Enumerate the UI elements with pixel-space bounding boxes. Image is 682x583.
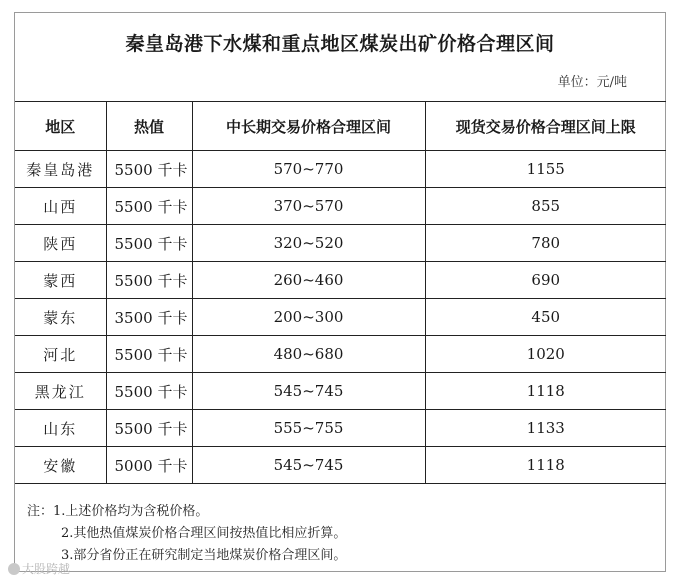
cell-range: 545~745 xyxy=(192,373,425,410)
cell-region: 黑龙江 xyxy=(15,373,106,410)
cell-heat: 5000 千卡 xyxy=(106,447,192,484)
cell-spot-max: 450 xyxy=(425,299,666,336)
cell-range: 545~745 xyxy=(192,447,425,484)
cell-spot-max: 1020 xyxy=(425,336,666,373)
table-row xyxy=(15,299,666,336)
cell-spot-max: 1133 xyxy=(425,410,666,447)
table-row xyxy=(15,373,666,410)
cell-region: 山东 xyxy=(15,410,106,447)
cell-heat: 3500 千卡 xyxy=(106,299,192,336)
cell-range: 370~570 xyxy=(192,188,425,225)
cell-region: 秦皇岛港 xyxy=(15,151,106,188)
cell-range: 570~770 xyxy=(192,151,425,188)
header-spot-upper-limit: 现货交易价格合理区间上限 xyxy=(425,102,666,151)
cell-region: 陕西 xyxy=(15,225,106,262)
price-table xyxy=(15,101,666,484)
cell-spot-max: 1118 xyxy=(425,373,666,410)
cell-region: 蒙西 xyxy=(15,262,106,299)
table-row xyxy=(15,262,666,299)
header-region: 地区 xyxy=(15,102,106,151)
cell-heat: 5500 千卡 xyxy=(106,188,192,225)
watermark-text: 大股跨越 xyxy=(22,562,71,576)
table-header-row xyxy=(15,102,666,151)
table-row xyxy=(15,410,666,447)
cell-heat: 5500 千卡 xyxy=(106,225,192,262)
header-long-term-range: 中长期交易价格合理区间 xyxy=(192,102,425,151)
note-3: 3.部分省份正在研究制定当地煤炭价格合理区间。 xyxy=(61,548,347,563)
cell-range: 320~520 xyxy=(192,225,425,262)
table-row xyxy=(15,225,666,262)
table-row xyxy=(15,447,666,484)
cell-range: 200~300 xyxy=(192,299,425,336)
cell-region: 山西 xyxy=(15,188,106,225)
notes xyxy=(27,501,346,567)
header-heat: 热值 xyxy=(106,102,192,151)
cell-region: 蒙东 xyxy=(15,299,106,336)
cell-spot-max: 690 xyxy=(425,262,666,299)
watermark-logo-icon xyxy=(8,563,20,575)
cell-region: 安徽 xyxy=(15,447,106,484)
watermark xyxy=(8,560,70,577)
document-title: 秦皇岛港下水煤和重点地区煤炭出矿价格合理区间 xyxy=(125,33,555,55)
document-frame xyxy=(14,12,666,572)
cell-range: 260~460 xyxy=(192,262,425,299)
cell-spot-max: 1118 xyxy=(425,447,666,484)
table-row xyxy=(15,151,666,188)
table-row xyxy=(15,188,666,225)
cell-range: 480~680 xyxy=(192,336,425,373)
note-2: 2.其他热值煤炭价格合理区间按热值比相应折算。 xyxy=(61,526,347,541)
unit-label: 单位：元/吨 xyxy=(557,75,627,90)
cell-spot-max: 780 xyxy=(425,225,666,262)
cell-spot-max: 1155 xyxy=(425,151,666,188)
cell-spot-max: 855 xyxy=(425,188,666,225)
cell-heat: 5500 千卡 xyxy=(106,262,192,299)
cell-heat: 5500 千卡 xyxy=(106,151,192,188)
cell-heat: 5500 千卡 xyxy=(106,373,192,410)
note-1: 注：1.上述价格均为含税价格。 xyxy=(27,504,209,519)
cell-heat: 5500 千卡 xyxy=(106,410,192,447)
table-row xyxy=(15,336,666,373)
cell-heat: 5500 千卡 xyxy=(106,336,192,373)
cell-range: 555~755 xyxy=(192,410,425,447)
cell-region: 河北 xyxy=(15,336,106,373)
